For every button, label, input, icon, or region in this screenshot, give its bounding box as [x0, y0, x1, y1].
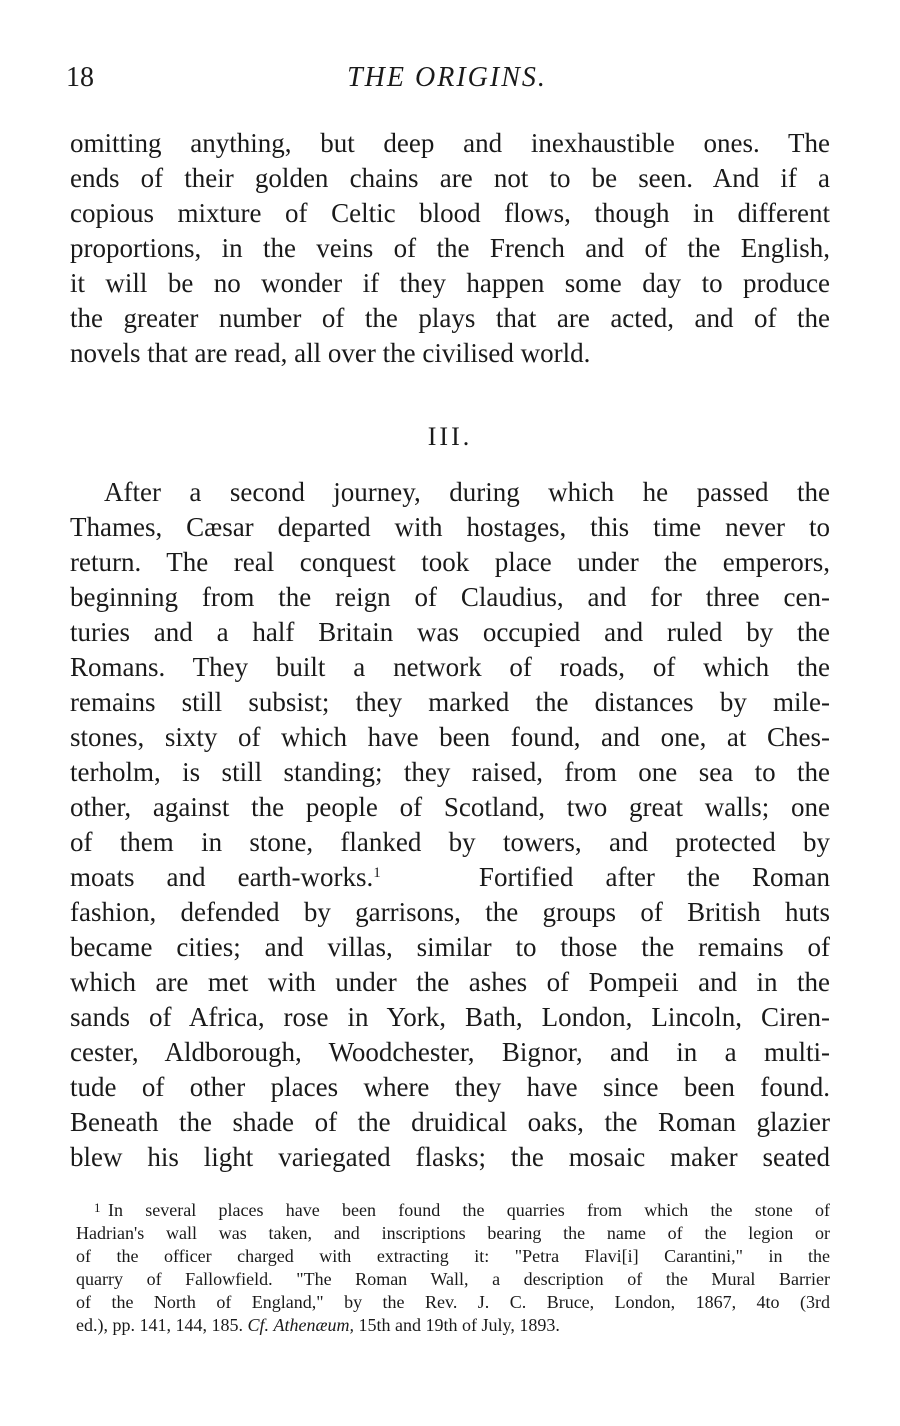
text-line: which are met with under the ashes of Pompeii and in the — [70, 967, 830, 997]
running-head: THE ORIGINS. — [347, 62, 547, 93]
page-header — [66, 62, 828, 102]
text-line: of them in stone, flanked by towers, and protected by — [70, 827, 830, 857]
footnote-line: In several places have been found the quarries from which the stone of — [108, 1200, 830, 1220]
text-line: proportions, in the veins of the French and of the English, — [70, 233, 830, 263]
text-line: cester, Aldborough, Woodchester, Bignor, and in a multi- — [70, 1037, 830, 1067]
text-line: beginning from the reign of Claudius, and for three cen- — [70, 582, 830, 612]
footnote-line: Hadrian's wall was taken, and inscriptions bearing the name of the legion or — [76, 1223, 830, 1243]
footnote-line: of the officer charged with extracting it: "Petra Flavi[i] Carantini," in the — [76, 1246, 830, 1266]
text-line: turies and a half Britain was occupied and ruled by the — [70, 617, 830, 647]
text-segment: Fortified after the Roman — [478, 862, 830, 892]
text-line: sands of Africa, rose in York, Bath, London, Lincoln, Ciren- — [70, 1002, 830, 1032]
text-line: novels that are read, all over the civilised world. — [70, 338, 591, 368]
footnote-journal: Athenæum, — [273, 1315, 354, 1335]
text-line-with-note — [70, 862, 830, 898]
text-line: fashion, defended by garrisons, the groups of British huts — [70, 897, 830, 927]
text-line: stones, sixty of which have been found, and one, at Ches- — [70, 722, 830, 752]
page-number: 18 — [66, 62, 94, 93]
text-line: other, against the people of Scotland, two great walls; one — [70, 792, 830, 822]
text-segment: moats and earth-works. — [70, 862, 374, 892]
footnote-text: ed.), pp. 141, 144, 185. — [76, 1315, 243, 1335]
footnote-cf: Cf. — [247, 1315, 269, 1335]
footnote-marker: 1 — [94, 1200, 101, 1215]
footnote-line: quarry of Fallowfield. "The Roman Wall, a description of the Mural Barrier — [76, 1269, 830, 1289]
text-line: ends of their golden chains are not to be seen. And if a — [70, 163, 830, 193]
text-line: terholm, is still standing; they raised, from one sea to the — [70, 757, 830, 787]
text-line: blew his light variegated flasks; the mosaic maker seated — [70, 1142, 830, 1172]
footnote-reference: 1 — [373, 865, 381, 881]
text-line: Thames, Cæsar departed with hostages, this time never to — [70, 512, 830, 542]
text-line: Romans. They built a network of roads, of which the — [70, 652, 830, 682]
footnote-line-last — [76, 1315, 830, 1337]
text-line: copious mixture of Celtic blood flows, though in different — [70, 198, 830, 228]
text-line: return. The real conquest took place under the emperors, — [70, 547, 830, 577]
text-line: became cities; and villas, similar to those the remains of — [70, 932, 830, 962]
section-heading: III. — [427, 422, 473, 451]
text-line: After a second journey, during which he passed the — [104, 477, 830, 507]
text-line: omitting anything, but deep and inexhaustible ones. The — [70, 128, 830, 158]
text-line: it will be no wonder if they happen some day to produce — [70, 268, 830, 298]
text-line: the greater number of the plays that are acted, and of the — [70, 303, 830, 333]
text-line: Beneath the shade of the druidical oaks, the Roman glazier — [70, 1107, 830, 1137]
footnote-line: of the North of England," by the Rev. J. C. Bruce, London, 1867, 4to (3rd — [76, 1292, 830, 1312]
text-line: remains still subsist; they marked the distances by mile- — [70, 687, 830, 717]
footnote-date: 15th and 19th of July, 1893. — [358, 1315, 560, 1335]
text-line: tude of other places where they have since been found. — [70, 1072, 830, 1102]
